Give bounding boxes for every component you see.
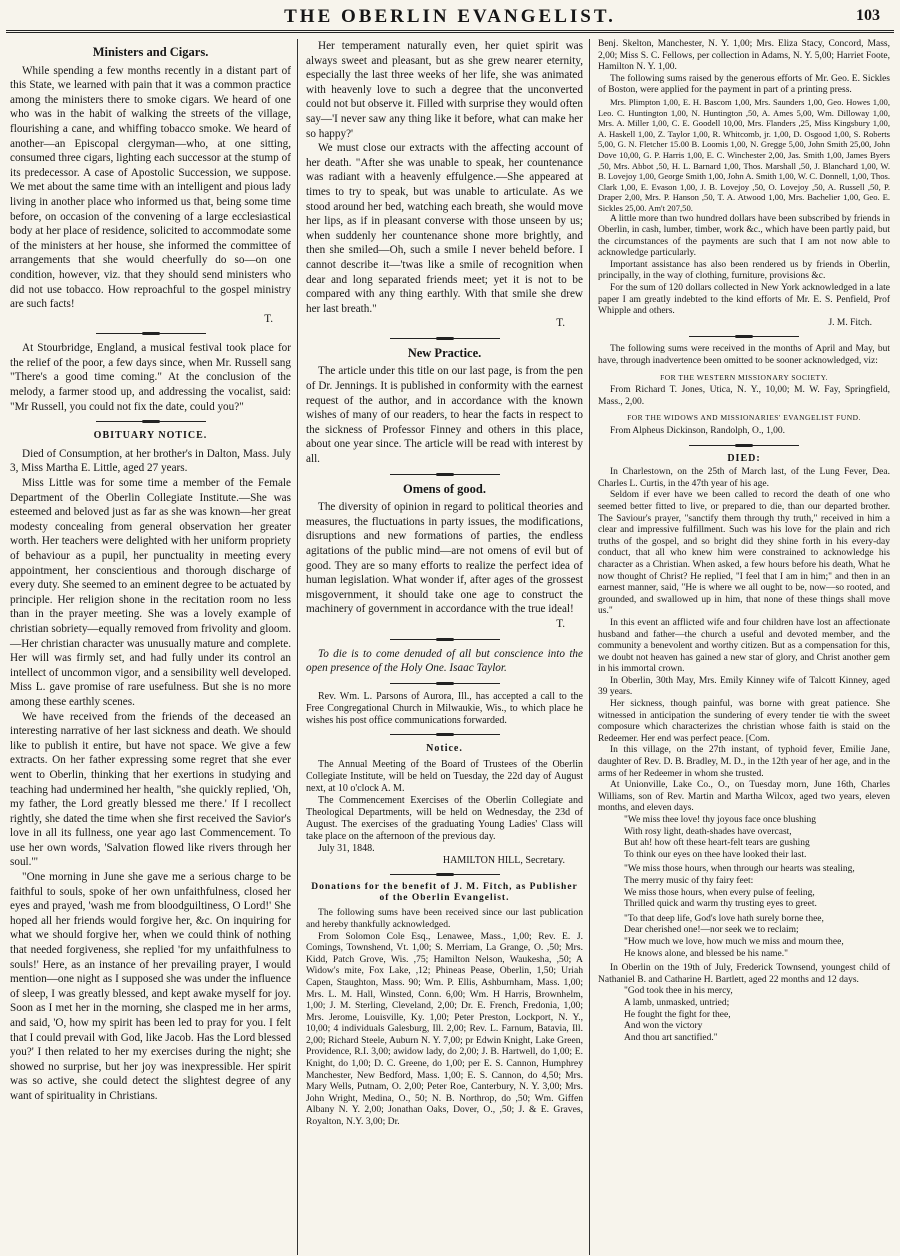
section-divider (689, 336, 799, 337)
parsons-notice: Rev. Wm. L. Parsons of Aurora, Ill., has accepted a call to the Free Congregational Church in Milwaukie, Wis., to which place he wishes his post office communications forwarded. (306, 690, 583, 726)
section-divider (96, 421, 206, 422)
poem-line: Dear cherished one!—nor seek we to reclaim; (624, 925, 799, 936)
western-society-text: From Richard T. Jones, Utica, N. Y., 10,00; M. W. Fay, Springfield, Mass., 2,00. (598, 385, 890, 407)
donations-paragraph: Important assistance has also been rendered us by friends in Oberlin, principally, in the way of clothing, furniture, provisions &c. (598, 259, 890, 282)
poem-line: We miss those hours, when every pulse of feeling, (624, 887, 815, 898)
poem-line: "God took thee in his mercy, (624, 986, 733, 997)
column-2 (298, 39, 590, 1255)
poem-stanza (598, 864, 890, 910)
april-may-text: The following sums were received in the months of April and May, but have, through inadvertence been omitted to be sooner acknowledged, viz: (598, 344, 890, 367)
poem-line: And won the victory (624, 1021, 703, 1032)
notice-paragraph: The Commencement Exercises of the Oberlin Collegiate and Theological Departments, will be held on Wednesday, the 23d of August. The exercises of the graduating Young Ladies' Class will take place on the afternoon of the previous day. (306, 795, 583, 843)
obituary-continued: We must close our extracts with the affecting account of her death. "After she was unable to speak, her countenance was radiant with a heavenly effulgence.—She appeared at times to try to speak, but was unable to articulate. As we stood around her bed, watching each breath, she would move her lips, as if in pleasant converse with those unseen by us; when suddenly her countenance shone more brightly, and then she smiled—Oh, such a smile I never beheld before. I cannot describe it—'twas like a smile of recognition when dear and long separated friends meet; yet it is not to be compared with any thing earthly. With that smile she drew her last breath." (306, 142, 583, 315)
death-notice: Seldom if ever have we been called to record the death of one who seemed better fitted to live, or prepared to die, than our departed brother. The Saviour's prayer, "sanctify them through thy truth," received in him a clear and impressive fulfillment. Such was his love for the plain and rich truths of the gospel, and so bright did they shine forth in his every-day conduct, that all who knew him were constrained to acknowledge his character as a Christian. When asked, a few hours before his death, What he now thought of Christ? He replied, "I feel that I am in him;" and then in an earnest manner, said, "He is where we all ought to be, now—so rooted, and grounded, and swallowed up in him, that none of these things shall move us." (598, 490, 890, 617)
column-3 (590, 39, 894, 1255)
poem-stanza (598, 914, 890, 960)
columns (6, 39, 894, 1255)
donations-paragraph: For the sum of 120 dollars collected in New York acknowledged in a late paper I am greatly indebted to the kind efforts of Mr. E. S. Penfield, Prof Whipple and others. (598, 283, 890, 317)
ministers-cigars-heading: Ministers and Cigars. (92, 45, 209, 59)
section-divider (390, 639, 500, 640)
donations-signature: J. M. Fitch. (828, 317, 872, 328)
donations-list: From Solomon Cole Esq., Lenawee, Mass., 1,00; Rev. E. J. Comings, Townshend, Vt. 1,00; S. Merriam, La Grange, O. ,50; Mrs. Kidd, Patch Grove, Wis. ,75; Hamilton Nelson, Waukesha, ,50; A Widow's mite, Fox Lake, ,12; Phineas Pease, Oberlin, 1,50; Uriah Capen, Staughton, Mass. 90; Wm. P. Ellis, Ashburnham, Mass. 1,00; Mrs. L. M. Hall, Winsted, Conn. 6,00; Wm. H Harris, Brownhelm, 1,00; J. M. Sterling, Cleveland, 2,00; Dr. E. French, Fredonia, 1,00; Mrs. Jerome, Louisville, Ky. 1,00; Peter Preston, Lockport, N. Y., 10,00; 4 individuals Galesburg, Ill. 2,00; Rev. L. Farnum, Batavia, Ill. 2,00; Richard Steele, Auburn N. Y. 7,00; pr Edwin Knight, Lake Green, Providence, R.I. 3,00; awidow lady, do 2,00; J. B. Hartwell, do 1,00; E. Knight, do 1,00; D. C. Greene, do 1,00; per E. S. Cannon, Humphrey Manchester, New Bedford, Mass. 1,00; E. S. Cannon, do 4,50; Mrs. Mary Wells, Putnam, O. 2,00; Peter Roe, Canterbury, N. Y. 3,00; Mrs. John Wright, Medina, O., 50; N. B. Northrop, do ,50; Wm. Giffen Albany N. Y. 2,00; Jonathan Oaks, Dover, O., ,50; J. & E. Graves, Royalton, N.Y. 3,00; Dr. (306, 930, 583, 1128)
notice-block (306, 759, 583, 867)
section-divider (390, 338, 500, 339)
poem-line: "We miss thee love! thy joyous face once blushing (624, 815, 817, 825)
donations-paragraph: The following sums raised by the generous efforts of Mr. Geo. E. Sickles of Boston, were applied for the payment in part of a printing press. (598, 73, 890, 96)
donations-block (306, 907, 583, 1127)
notice-heading: Notice. (426, 742, 463, 754)
death-notice: In Oberlin on the 19th of July, Frederick Townsend, youngest child of Nathaniel B. and Catharine H. Bartlett, aged 22 months and 12 days. (598, 963, 890, 985)
poem-line: "To that deep life, God's love hath surely borne thee, (624, 913, 824, 924)
obituary-lead: Died of Consumption, at her brother's in Dalton, Mass. July 3, Miss Martha E. Little, aged 27 years. (10, 447, 291, 475)
poem-stanza (598, 986, 890, 1044)
donations-heading: Donations for the benefit of J. M. Fitch, as Publisher of the Oberlin Evangelist. (311, 882, 578, 904)
new-practice-heading: New Practice. (407, 345, 482, 360)
death-notice: In Oberlin, 30th May, Mrs. Emily Kinney wife of Talcott Kinney, aged 39 years. (598, 675, 890, 698)
donations-names: Mrs. Plimpton 1,00, E. H. Bascom 1,00, Mrs. Saunders 1,00, Geo. Howes 1,00, Leo. C. Huntington 1,00, N. Huntington ,50, A. Ames 5,00, Wm. Dilloway 1,00, Mrs. A. Miller 1,00, C. E. Goodell 10,00, Mrs. Flanders ,25, Miss Kingsbury 1,00, A. Haskell 1,00, Z. Taylor 1,00, R. Whitcomb, jr. 1,00, D. Osgood 1,00, S. Roberts 5,00, G. N. Fletcher 15.00 B. Loomis 1,00, N. Gregge 5,00, John Smith 25,00, John Dove 10,00, G. P. Harris 1,00, E. C. Winchester 2,00, Jas. Smith 1,00, James Byers ,50, Mrs. Abbot ,50, H. L. Barnard 1,00, Thos. Marshall ,50, J. Blanchard 1,00, W. B. Lovejoy 1,00, George Smith 1,00, John A. Smith 1,00, W. C. Donnell, 1,00, Thos. Clark 1,00, E. Evason 1,00, J. B. Lovejoy ,50, O. Lovejoy ,50, A. Russell ,50, P. Draper 2,00, Mrs. P. Hanson ,50, T. A. Atwood 1,00, Mrs. Bachelier 1,00, Geo. E. Sickles 25,00. Am't 207,50. (598, 96, 890, 213)
poem-line: He knows alone, and blessed be his name." (624, 948, 789, 959)
poem-line: Thrilled quick and warm thy trusting eyes to greet. (624, 899, 817, 910)
section-divider (96, 333, 206, 334)
to-die-quote: To die is to come denuded of all but conscience into the open presence of the Holy One. Isaac Taylor. (306, 647, 583, 675)
poem-line: A lamb, unmasked, untried; (624, 997, 730, 1008)
obituary-signature: T. (556, 317, 565, 330)
poem-line: To think our eyes on thee have looked their last. (624, 849, 807, 860)
omens-heading: Omens of good. (403, 481, 486, 496)
masthead (6, 0, 894, 33)
donations-continued: Benj. Skelton, Manchester, N. Y. 1,00; Mrs. Eliza Stacy, Concord, Mass, 2,00; Miss S. C. Fellows, per collection in Adams, N. Y. 5,00; Harriet Foote, Hamilton N. Y. 1,00. (598, 39, 890, 73)
notice-date: July 31, 1848. (318, 843, 375, 855)
newspaper-title: THE OBERLIN EVANGELIST. (284, 6, 616, 27)
section-divider (689, 445, 799, 446)
ministers-cigars-text: While spending a few months recently in a distant part of this State, we learned with pain that it was a common practice among the ministers there to smoke cigars. We heard of one who was in the habit of walking the streets of the village, flourishing a cane, and whiffing tobacco smoke. We heard of another—an Episcopal clergyman—who, at one sitting, consumed three cigars, lighting each successor at the stump of its predecessor. A case of Apostolic Succession, we suppose. We met about the same time with an intelligent and pious lady living in another place who informed us that, being some time before, on occasion of the convening of a large ecclesiastical body at her place of residence, solicited to accommodate some of the ministers at her house, she informed the committee of arrangements that she would cheerfully do so—on one condition, however, viz. that they should send ministers who did not use tobacco. How reproachful to the gospel ministry are such facts! (10, 64, 291, 311)
omens-signature: T. (556, 617, 565, 630)
poem-stanza (598, 815, 890, 861)
poem-line: The merry music of thy fairy feet: (624, 875, 754, 886)
death-notice: Her sickness, though painful, was borne with great patience. She witnessed in anticipation the sundering of every tender tie with the sweet composure which characterizes the christian whose faith is staid on the Redeemer. Her end was perfect peace. [Com. (598, 699, 890, 744)
death-notice: In Charlestown, on the 25th of March last, of the Lung Fever, Dea. Charles L. Curtis, in the 47th year of his age. (598, 467, 890, 489)
obituary-heading: OBITUARY NOTICE. (93, 430, 208, 442)
poem-line: "How much we love, how much we miss and mourn thee, (624, 936, 844, 947)
death-notice: In this village, on the 27th instant, of typhoid fever, Emilie Jane, daughter of Rev. D. B. Bradley, M. D., in the 12th year of her age, and in the arms of her Redeemer in whom she trusted. (598, 745, 890, 779)
stourbridge-text: At Stourbridge, England, a musical festival took place for the relief of the poor, a few days since, when Mr. Russell sang "There's a good time coming." At the conclusion of the melody, a farmer stood up, and addressing the vocalist, said: "Mr Russell, you could not fix the date, could you?" (10, 342, 291, 413)
poem-line: "We miss those hours, when through our hearts was stealing, (624, 864, 855, 875)
died-heading: DIED: (727, 452, 761, 464)
obituary-paragraph: We have received from the friends of the deceased an interesting narrative of her last sickness and death. We should like to publish it entire, but have not space. We give a few extracts. On her father expressing some regret that she ever went to Oberlin, thinking that her exertions in studying and teaching had undermined her health, "she quickly replied, 'Oh, my father, the Lord greatly blessed me there.' If I recollect rightly, she dated the time when she first received the Savior's love in all its fullness, one year ago last Commencement. To use her own words, 'Salvation flowed like rivers through her soul.'" (10, 710, 291, 869)
obituary-paragraph: "One morning in June she gave me a serious charge to be faithful to souls, spoke of her own unfaithfulness, closed her eyes and prayed, 'wash me from bloodguiltiness, O Lord!' She hoped all her friends would forgive her, &c. On inquiring for what we should forgive her, when we could think of nothing that needed forgiveness, she replied 'for my unfaithfulness to souls!' Here, as an instance of her prevailing prayer, I would mention—one night as I supposed she was under the influence of sleep, I was greatly blessed, and kept awake myself for joy. Soon as I met her in the morning, she clasped me in her arms, and said, 'O, how my spirit has been led to pray for you. I felt that I could prevail with God, like Jacob. Has the Lord blessed you?' I then related to her my exercises during the night; she showed no surprise, but her joy was inexpressible. Her spirit was so active, she could detect the slightest degree of any want of spirituality in Christians. (10, 871, 291, 1102)
widows-fund-text: From Alpheus Dickinson, Randolph, O., 1,00. (610, 426, 785, 436)
column-1 (6, 39, 298, 1255)
obituary-continued: Her temperament naturally even, her quiet spirit was always sweet and pleasant, but as she grew nearer eternity, especially the last three weeks of her life, she was animated with heavenly love to such a degree that the unconverted could not but observe it. Filled with surprise they would often say—'I never saw any thing like it before, what can make her so happy?' (306, 40, 583, 140)
section-divider (390, 683, 500, 684)
poem-line: And thou art sanctified." (624, 1032, 718, 1043)
notice-paragraph: The Annual Meeting of the Board of Trustees of the Oberlin Collegiate Institute, will be held on Tuesday, the 22d day of August next, at 10 o'clock A. M. (306, 759, 583, 795)
widows-fund-heading: FOR THE WIDOWS AND MISSIONARIES' EVANGELIST FUND. (627, 413, 861, 423)
death-notice: In this event an afflicted wife and four children have lost an affectionate husband and father—the church a useful and devoted member, and the community a benevolent and worthy citizen. But as a compensation for this, we doubt not heaven has gained a new star of glory, and Christ another gem in his immortal crown. (598, 617, 890, 675)
obituary-paragraph: Miss Little was for some time a member of the Female Department of the Oberlin Collegiate Institute.—She was esteemed and beloved just as far as she was known—her great modesty concealing from general observation her greater worth. Her teachers were delighted with her uniform propriety of behaviour as a pupil, her punctuality in meeting every appointment, her conscientious and thorough discharge of every duty. She seemed to an eminent degree to be actuated by principle. Her religion shone in the recitation room no less than in the prayer meeting. She was a lovely example of christian sobriety—equally removed from frivolity and gloom.—Her christian character was unusually mature and complete. Her will was firmly set, and had fully under its control an intellect of uncommon vigor, and a sensibility well developed. Miss L. gave promise of rare usefulness. But she is no more among these earthly scenes. (10, 477, 291, 708)
donations-intro: The following sums have been received since our last publication and hereby thankfully acknowledged. (306, 907, 583, 930)
section-divider (390, 474, 500, 475)
page-number: 103 (856, 7, 880, 24)
notice-signature: HAMILTON HILL, Secretary. (442, 855, 565, 867)
section-divider (390, 874, 500, 875)
poem-line: With rosy light, death-shades have overcast, (624, 826, 792, 837)
section-divider (390, 734, 500, 735)
new-practice-text: The article under this title on our last page, is from the pen of Dr. Jennings. It is published in conformity with the earnest request of the author, and in accordance with the known wishes of many of our readers, to hear the facts in respect to the sickness of Professor Finney and others in this place, about one year since. The article will be read with interest by all. (306, 365, 583, 466)
death-notice: At Unionville, Lake Co., O., on Tuesday morn, June 16th, Charles Williams, son of Rev. Martin and Martha Wilcox, aged two years, eleven months, and eleven days. (598, 780, 890, 814)
poem-line: But ah! how oft these heart-felt tears are gushing (624, 838, 810, 849)
omens-text: The diversity of opinion in regard to political theories and measures, the fluctuations in party issues, the modifications, disruptions and new formations of parties, the endless agitations of the public mind—are not omens of evil but of good. They are so many efforts to realize the perfect idea of human legislation. What wonder if, after ages of the grossest misgovernment, it should take one age to construct the machinery of government in accordance with the true ideal! (306, 501, 583, 616)
donations-paragraph: A little more than two hundred dollars have been subscribed by friends in Oberlin, in cash, lumber, timber, work &c., which have been partly paid, but the circumstances of the payments are such that I am not now able to acknowledge particularly. (598, 213, 890, 259)
ministers-signature: T. (264, 312, 273, 325)
western-society-heading: FOR THE WESTERN MISSIONARY SOCIETY. (660, 372, 828, 382)
poem-line: He fought the fight for thee, (624, 1009, 731, 1020)
